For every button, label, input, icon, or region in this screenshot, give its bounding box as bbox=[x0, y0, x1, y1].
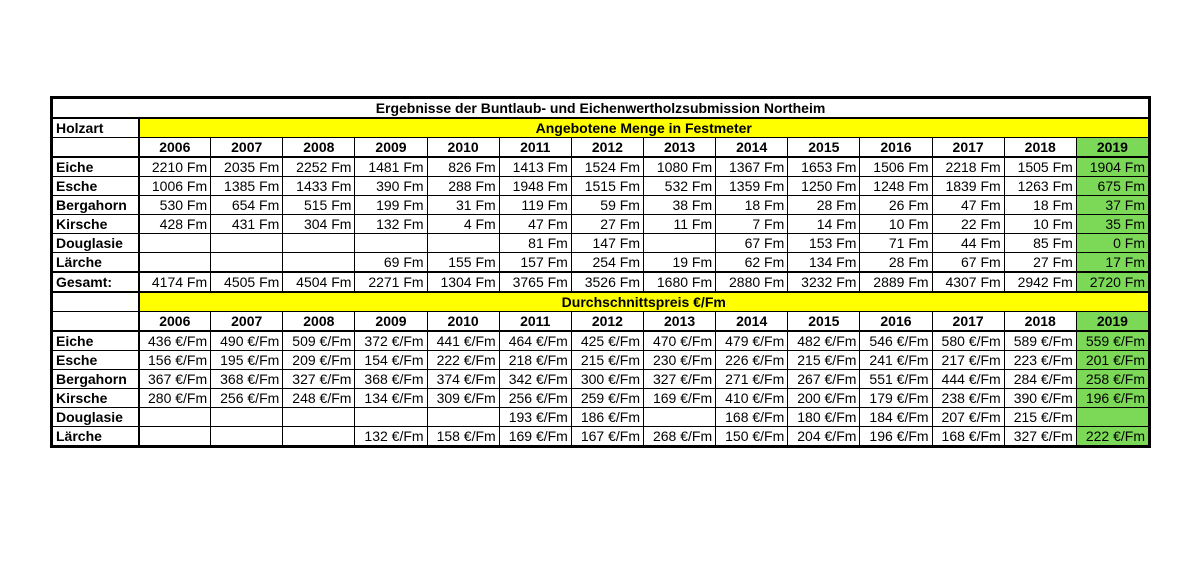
value-cell: 196 €/Fm bbox=[1076, 389, 1148, 408]
year-row-label-cell bbox=[53, 312, 139, 332]
total-value-cell: 3765 Fm bbox=[499, 272, 571, 292]
value-cell: 22 Fm bbox=[932, 215, 1004, 234]
value-cell: 62 Fm bbox=[716, 253, 788, 273]
wood-type-label: Bergahorn bbox=[53, 370, 139, 389]
year-row-label-cell bbox=[53, 138, 139, 158]
value-cell: 368 €/Fm bbox=[211, 370, 283, 389]
preis-year-row bbox=[53, 312, 1149, 332]
value-cell: 271 €/Fm bbox=[716, 370, 788, 389]
value-cell: 367 €/Fm bbox=[139, 370, 211, 389]
value-cell: 1080 Fm bbox=[643, 157, 715, 177]
wood-type-label: Eiche bbox=[53, 331, 139, 351]
blank-label-cell bbox=[53, 292, 139, 312]
value-cell: 530 Fm bbox=[139, 196, 211, 215]
wood-type-label: Lärche bbox=[53, 253, 139, 273]
year-header-2009: 2009 bbox=[355, 138, 427, 158]
year-header-2014: 2014 bbox=[716, 138, 788, 158]
value-cell: 67 Fm bbox=[716, 234, 788, 253]
wood-type-label: Kirsche bbox=[53, 215, 139, 234]
table-row bbox=[53, 370, 1149, 389]
value-cell bbox=[355, 408, 427, 427]
total-value-cell: 4505 Fm bbox=[211, 272, 283, 292]
value-cell: 7 Fm bbox=[716, 215, 788, 234]
table-row bbox=[53, 196, 1149, 215]
table-row bbox=[53, 177, 1149, 196]
value-cell: 1948 Fm bbox=[499, 177, 571, 196]
value-cell: 258 €/Fm bbox=[1076, 370, 1148, 389]
value-cell: 27 Fm bbox=[571, 215, 643, 234]
table-row bbox=[53, 331, 1149, 351]
value-cell: 180 €/Fm bbox=[788, 408, 860, 427]
value-cell: 546 €/Fm bbox=[860, 331, 932, 351]
table-row bbox=[53, 351, 1149, 370]
value-cell: 390 €/Fm bbox=[1004, 389, 1076, 408]
year-header-2007: 2007 bbox=[211, 138, 283, 158]
table-row bbox=[53, 389, 1149, 408]
value-cell: 222 €/Fm bbox=[427, 351, 499, 370]
year-header-2019: 2019 bbox=[1076, 138, 1148, 158]
value-cell: 215 €/Fm bbox=[1004, 408, 1076, 427]
value-cell: 169 €/Fm bbox=[643, 389, 715, 408]
year-header-2010: 2010 bbox=[427, 138, 499, 158]
value-cell: 267 €/Fm bbox=[788, 370, 860, 389]
value-cell: 280 €/Fm bbox=[139, 389, 211, 408]
year-header-2012: 2012 bbox=[571, 312, 643, 332]
value-cell: 410 €/Fm bbox=[716, 389, 788, 408]
value-cell: 18 Fm bbox=[1004, 196, 1076, 215]
value-cell: 132 Fm bbox=[355, 215, 427, 234]
wood-type-label: Douglasie bbox=[53, 408, 139, 427]
table-row bbox=[53, 427, 1149, 446]
value-cell: 134 €/Fm bbox=[355, 389, 427, 408]
value-cell: 193 €/Fm bbox=[499, 408, 571, 427]
results-spreadsheet bbox=[50, 96, 1151, 448]
value-cell: 1359 Fm bbox=[716, 177, 788, 196]
value-cell: 259 €/Fm bbox=[571, 389, 643, 408]
value-cell: 1904 Fm bbox=[1076, 157, 1148, 177]
value-cell: 168 €/Fm bbox=[932, 427, 1004, 446]
value-cell: 1506 Fm bbox=[860, 157, 932, 177]
wood-type-label: Bergahorn bbox=[53, 196, 139, 215]
table-row bbox=[53, 215, 1149, 234]
year-header-2018: 2018 bbox=[1004, 138, 1076, 158]
value-cell: 441 €/Fm bbox=[427, 331, 499, 351]
value-cell bbox=[283, 408, 355, 427]
value-cell: 238 €/Fm bbox=[932, 389, 1004, 408]
menge-section-heading: Angebotene Menge in Festmeter bbox=[139, 118, 1149, 138]
value-cell bbox=[211, 427, 283, 446]
value-cell: 464 €/Fm bbox=[499, 331, 571, 351]
value-cell: 0 Fm bbox=[1076, 234, 1148, 253]
value-cell: 37 Fm bbox=[1076, 196, 1148, 215]
value-cell: 18 Fm bbox=[716, 196, 788, 215]
value-cell: 509 €/Fm bbox=[283, 331, 355, 351]
year-header-2011: 2011 bbox=[499, 312, 571, 332]
value-cell: 222 €/Fm bbox=[1076, 427, 1148, 446]
year-header-2014: 2014 bbox=[716, 312, 788, 332]
value-cell: 532 Fm bbox=[643, 177, 715, 196]
value-cell: 218 €/Fm bbox=[499, 351, 571, 370]
value-cell: 1481 Fm bbox=[355, 157, 427, 177]
wood-type-label: Lärche bbox=[53, 427, 139, 446]
value-cell: 268 €/Fm bbox=[643, 427, 715, 446]
value-cell bbox=[283, 253, 355, 273]
value-cell bbox=[211, 408, 283, 427]
value-cell: 2035 Fm bbox=[211, 157, 283, 177]
year-header-2019: 2019 bbox=[1076, 312, 1148, 332]
value-cell: 241 €/Fm bbox=[860, 351, 932, 370]
value-cell: 1250 Fm bbox=[788, 177, 860, 196]
total-label: Gesamt: bbox=[53, 272, 139, 292]
value-cell: 223 €/Fm bbox=[1004, 351, 1076, 370]
value-cell: 17 Fm bbox=[1076, 253, 1148, 273]
value-cell bbox=[283, 427, 355, 446]
value-cell: 428 Fm bbox=[139, 215, 211, 234]
value-cell: 425 €/Fm bbox=[571, 331, 643, 351]
value-cell: 248 €/Fm bbox=[283, 389, 355, 408]
value-cell: 47 Fm bbox=[932, 196, 1004, 215]
value-cell: 153 Fm bbox=[788, 234, 860, 253]
total-value-cell: 3232 Fm bbox=[788, 272, 860, 292]
value-cell: 204 €/Fm bbox=[788, 427, 860, 446]
value-cell: 156 €/Fm bbox=[139, 351, 211, 370]
value-cell: 2252 Fm bbox=[283, 157, 355, 177]
value-cell: 134 Fm bbox=[788, 253, 860, 273]
value-cell: 2218 Fm bbox=[932, 157, 1004, 177]
value-cell: 150 €/Fm bbox=[716, 427, 788, 446]
value-cell: 1413 Fm bbox=[499, 157, 571, 177]
year-header-2016: 2016 bbox=[860, 138, 932, 158]
year-header-2017: 2017 bbox=[932, 138, 1004, 158]
value-cell: 342 €/Fm bbox=[499, 370, 571, 389]
value-cell: 186 €/Fm bbox=[571, 408, 643, 427]
value-cell: 207 €/Fm bbox=[932, 408, 1004, 427]
value-cell: 327 €/Fm bbox=[643, 370, 715, 389]
title-row bbox=[53, 99, 1149, 119]
value-cell: 67 Fm bbox=[932, 253, 1004, 273]
value-cell: 327 €/Fm bbox=[1004, 427, 1076, 446]
value-cell bbox=[427, 408, 499, 427]
value-cell bbox=[211, 253, 283, 273]
value-cell: 47 Fm bbox=[499, 215, 571, 234]
value-cell: 589 €/Fm bbox=[1004, 331, 1076, 351]
table-row bbox=[53, 157, 1149, 177]
wood-type-label: Douglasie bbox=[53, 234, 139, 253]
value-cell: 284 €/Fm bbox=[1004, 370, 1076, 389]
value-cell: 199 Fm bbox=[355, 196, 427, 215]
year-header-2011: 2011 bbox=[499, 138, 571, 158]
value-cell: 482 €/Fm bbox=[788, 331, 860, 351]
value-cell: 254 Fm bbox=[571, 253, 643, 273]
total-value-cell: 2889 Fm bbox=[860, 272, 932, 292]
value-cell: 288 Fm bbox=[427, 177, 499, 196]
value-cell: 1505 Fm bbox=[1004, 157, 1076, 177]
year-header-2015: 2015 bbox=[788, 312, 860, 332]
value-cell: 1248 Fm bbox=[860, 177, 932, 196]
year-header-2008: 2008 bbox=[283, 138, 355, 158]
value-cell: 444 €/Fm bbox=[932, 370, 1004, 389]
year-header-2008: 2008 bbox=[283, 312, 355, 332]
value-cell: 155 Fm bbox=[427, 253, 499, 273]
value-cell: 256 €/Fm bbox=[211, 389, 283, 408]
year-header-2018: 2018 bbox=[1004, 312, 1076, 332]
value-cell: 654 Fm bbox=[211, 196, 283, 215]
value-cell: 168 €/Fm bbox=[716, 408, 788, 427]
wood-type-label: Eiche bbox=[53, 157, 139, 177]
wood-type-label: Esche bbox=[53, 177, 139, 196]
value-cell: 309 €/Fm bbox=[427, 389, 499, 408]
year-header-2013: 2013 bbox=[643, 138, 715, 158]
year-header-2007: 2007 bbox=[211, 312, 283, 332]
value-cell: 226 €/Fm bbox=[716, 351, 788, 370]
value-cell: 372 €/Fm bbox=[355, 331, 427, 351]
value-cell: 154 €/Fm bbox=[355, 351, 427, 370]
value-cell: 158 €/Fm bbox=[427, 427, 499, 446]
value-cell: 28 Fm bbox=[788, 196, 860, 215]
total-value-cell: 2720 Fm bbox=[1076, 272, 1148, 292]
value-cell: 431 Fm bbox=[211, 215, 283, 234]
total-value-cell: 3526 Fm bbox=[571, 272, 643, 292]
value-cell: 132 €/Fm bbox=[355, 427, 427, 446]
value-cell: 300 €/Fm bbox=[571, 370, 643, 389]
value-cell: 44 Fm bbox=[932, 234, 1004, 253]
total-value-cell: 1680 Fm bbox=[643, 272, 715, 292]
value-cell: 436 €/Fm bbox=[139, 331, 211, 351]
year-header-2012: 2012 bbox=[571, 138, 643, 158]
value-cell: 1515 Fm bbox=[571, 177, 643, 196]
value-cell bbox=[643, 408, 715, 427]
total-row bbox=[53, 272, 1149, 292]
value-cell bbox=[355, 234, 427, 253]
value-cell: 1653 Fm bbox=[788, 157, 860, 177]
total-value-cell: 2271 Fm bbox=[355, 272, 427, 292]
value-cell: 1433 Fm bbox=[283, 177, 355, 196]
total-value-cell: 2880 Fm bbox=[716, 272, 788, 292]
value-cell: 11 Fm bbox=[643, 215, 715, 234]
value-cell: 230 €/Fm bbox=[643, 351, 715, 370]
value-cell: 515 Fm bbox=[283, 196, 355, 215]
value-cell: 327 €/Fm bbox=[283, 370, 355, 389]
menge-heading-row bbox=[53, 118, 1149, 138]
value-cell: 390 Fm bbox=[355, 177, 427, 196]
value-cell: 201 €/Fm bbox=[1076, 351, 1148, 370]
value-cell bbox=[139, 427, 211, 446]
value-cell: 470 €/Fm bbox=[643, 331, 715, 351]
preis-heading-row bbox=[53, 292, 1149, 312]
value-cell: 71 Fm bbox=[860, 234, 932, 253]
table-row bbox=[53, 234, 1149, 253]
value-cell bbox=[139, 408, 211, 427]
value-cell bbox=[211, 234, 283, 253]
value-cell: 69 Fm bbox=[355, 253, 427, 273]
value-cell: 826 Fm bbox=[427, 157, 499, 177]
table-row bbox=[53, 408, 1149, 427]
year-header-2013: 2013 bbox=[643, 312, 715, 332]
value-cell: 1006 Fm bbox=[139, 177, 211, 196]
value-cell bbox=[283, 234, 355, 253]
value-cell: 479 €/Fm bbox=[716, 331, 788, 351]
value-cell bbox=[139, 253, 211, 273]
value-cell: 28 Fm bbox=[860, 253, 932, 273]
value-cell: 2210 Fm bbox=[139, 157, 211, 177]
value-cell bbox=[1076, 408, 1148, 427]
value-cell: 26 Fm bbox=[860, 196, 932, 215]
value-cell: 215 €/Fm bbox=[571, 351, 643, 370]
table-title: Ergebnisse der Buntlaub- und Eichenwertholzsubmission Northeim bbox=[53, 99, 1149, 119]
total-value-cell: 4307 Fm bbox=[932, 272, 1004, 292]
value-cell: 374 €/Fm bbox=[427, 370, 499, 389]
value-cell: 490 €/Fm bbox=[211, 331, 283, 351]
value-cell bbox=[643, 234, 715, 253]
value-cell: 38 Fm bbox=[643, 196, 715, 215]
year-header-2017: 2017 bbox=[932, 312, 1004, 332]
value-cell: 1263 Fm bbox=[1004, 177, 1076, 196]
value-cell: 169 €/Fm bbox=[499, 427, 571, 446]
value-cell: 256 €/Fm bbox=[499, 389, 571, 408]
value-cell: 209 €/Fm bbox=[283, 351, 355, 370]
value-cell: 580 €/Fm bbox=[932, 331, 1004, 351]
value-cell: 1385 Fm bbox=[211, 177, 283, 196]
total-value-cell: 2942 Fm bbox=[1004, 272, 1076, 292]
value-cell: 1524 Fm bbox=[571, 157, 643, 177]
table-row bbox=[53, 253, 1149, 273]
value-cell: 675 Fm bbox=[1076, 177, 1148, 196]
value-cell: 4 Fm bbox=[427, 215, 499, 234]
total-value-cell: 4504 Fm bbox=[283, 272, 355, 292]
value-cell: 196 €/Fm bbox=[860, 427, 932, 446]
value-cell: 1367 Fm bbox=[716, 157, 788, 177]
value-cell: 81 Fm bbox=[499, 234, 571, 253]
value-cell: 215 €/Fm bbox=[788, 351, 860, 370]
wood-type-label: Kirsche bbox=[53, 389, 139, 408]
value-cell: 27 Fm bbox=[1004, 253, 1076, 273]
value-cell bbox=[427, 234, 499, 253]
value-cell: 200 €/Fm bbox=[788, 389, 860, 408]
value-cell: 551 €/Fm bbox=[860, 370, 932, 389]
wood-type-label: Esche bbox=[53, 351, 139, 370]
year-header-2015: 2015 bbox=[788, 138, 860, 158]
value-cell: 31 Fm bbox=[427, 196, 499, 215]
value-cell: 559 €/Fm bbox=[1076, 331, 1148, 351]
value-cell: 179 €/Fm bbox=[860, 389, 932, 408]
total-value-cell: 4174 Fm bbox=[139, 272, 211, 292]
year-header-2010: 2010 bbox=[427, 312, 499, 332]
value-cell: 35 Fm bbox=[1076, 215, 1148, 234]
value-cell: 10 Fm bbox=[860, 215, 932, 234]
value-cell: 217 €/Fm bbox=[932, 351, 1004, 370]
value-cell: 59 Fm bbox=[571, 196, 643, 215]
total-value-cell: 1304 Fm bbox=[427, 272, 499, 292]
value-cell: 14 Fm bbox=[788, 215, 860, 234]
value-cell: 368 €/Fm bbox=[355, 370, 427, 389]
value-cell: 157 Fm bbox=[499, 253, 571, 273]
year-header-2009: 2009 bbox=[355, 312, 427, 332]
value-cell: 304 Fm bbox=[283, 215, 355, 234]
value-cell: 147 Fm bbox=[571, 234, 643, 253]
value-cell: 167 €/Fm bbox=[571, 427, 643, 446]
year-header-2016: 2016 bbox=[860, 312, 932, 332]
value-cell: 184 €/Fm bbox=[860, 408, 932, 427]
value-cell: 1839 Fm bbox=[932, 177, 1004, 196]
menge-year-row bbox=[53, 138, 1149, 158]
results-table bbox=[52, 98, 1149, 446]
value-cell: 10 Fm bbox=[1004, 215, 1076, 234]
value-cell: 19 Fm bbox=[643, 253, 715, 273]
value-cell: 119 Fm bbox=[499, 196, 571, 215]
value-cell bbox=[139, 234, 211, 253]
year-header-2006: 2006 bbox=[139, 138, 211, 158]
year-header-2006: 2006 bbox=[139, 312, 211, 332]
holzart-label: Holzart bbox=[53, 118, 139, 138]
value-cell: 85 Fm bbox=[1004, 234, 1076, 253]
value-cell: 195 €/Fm bbox=[211, 351, 283, 370]
preis-section-heading: Durchschnittspreis €/Fm bbox=[139, 292, 1149, 312]
